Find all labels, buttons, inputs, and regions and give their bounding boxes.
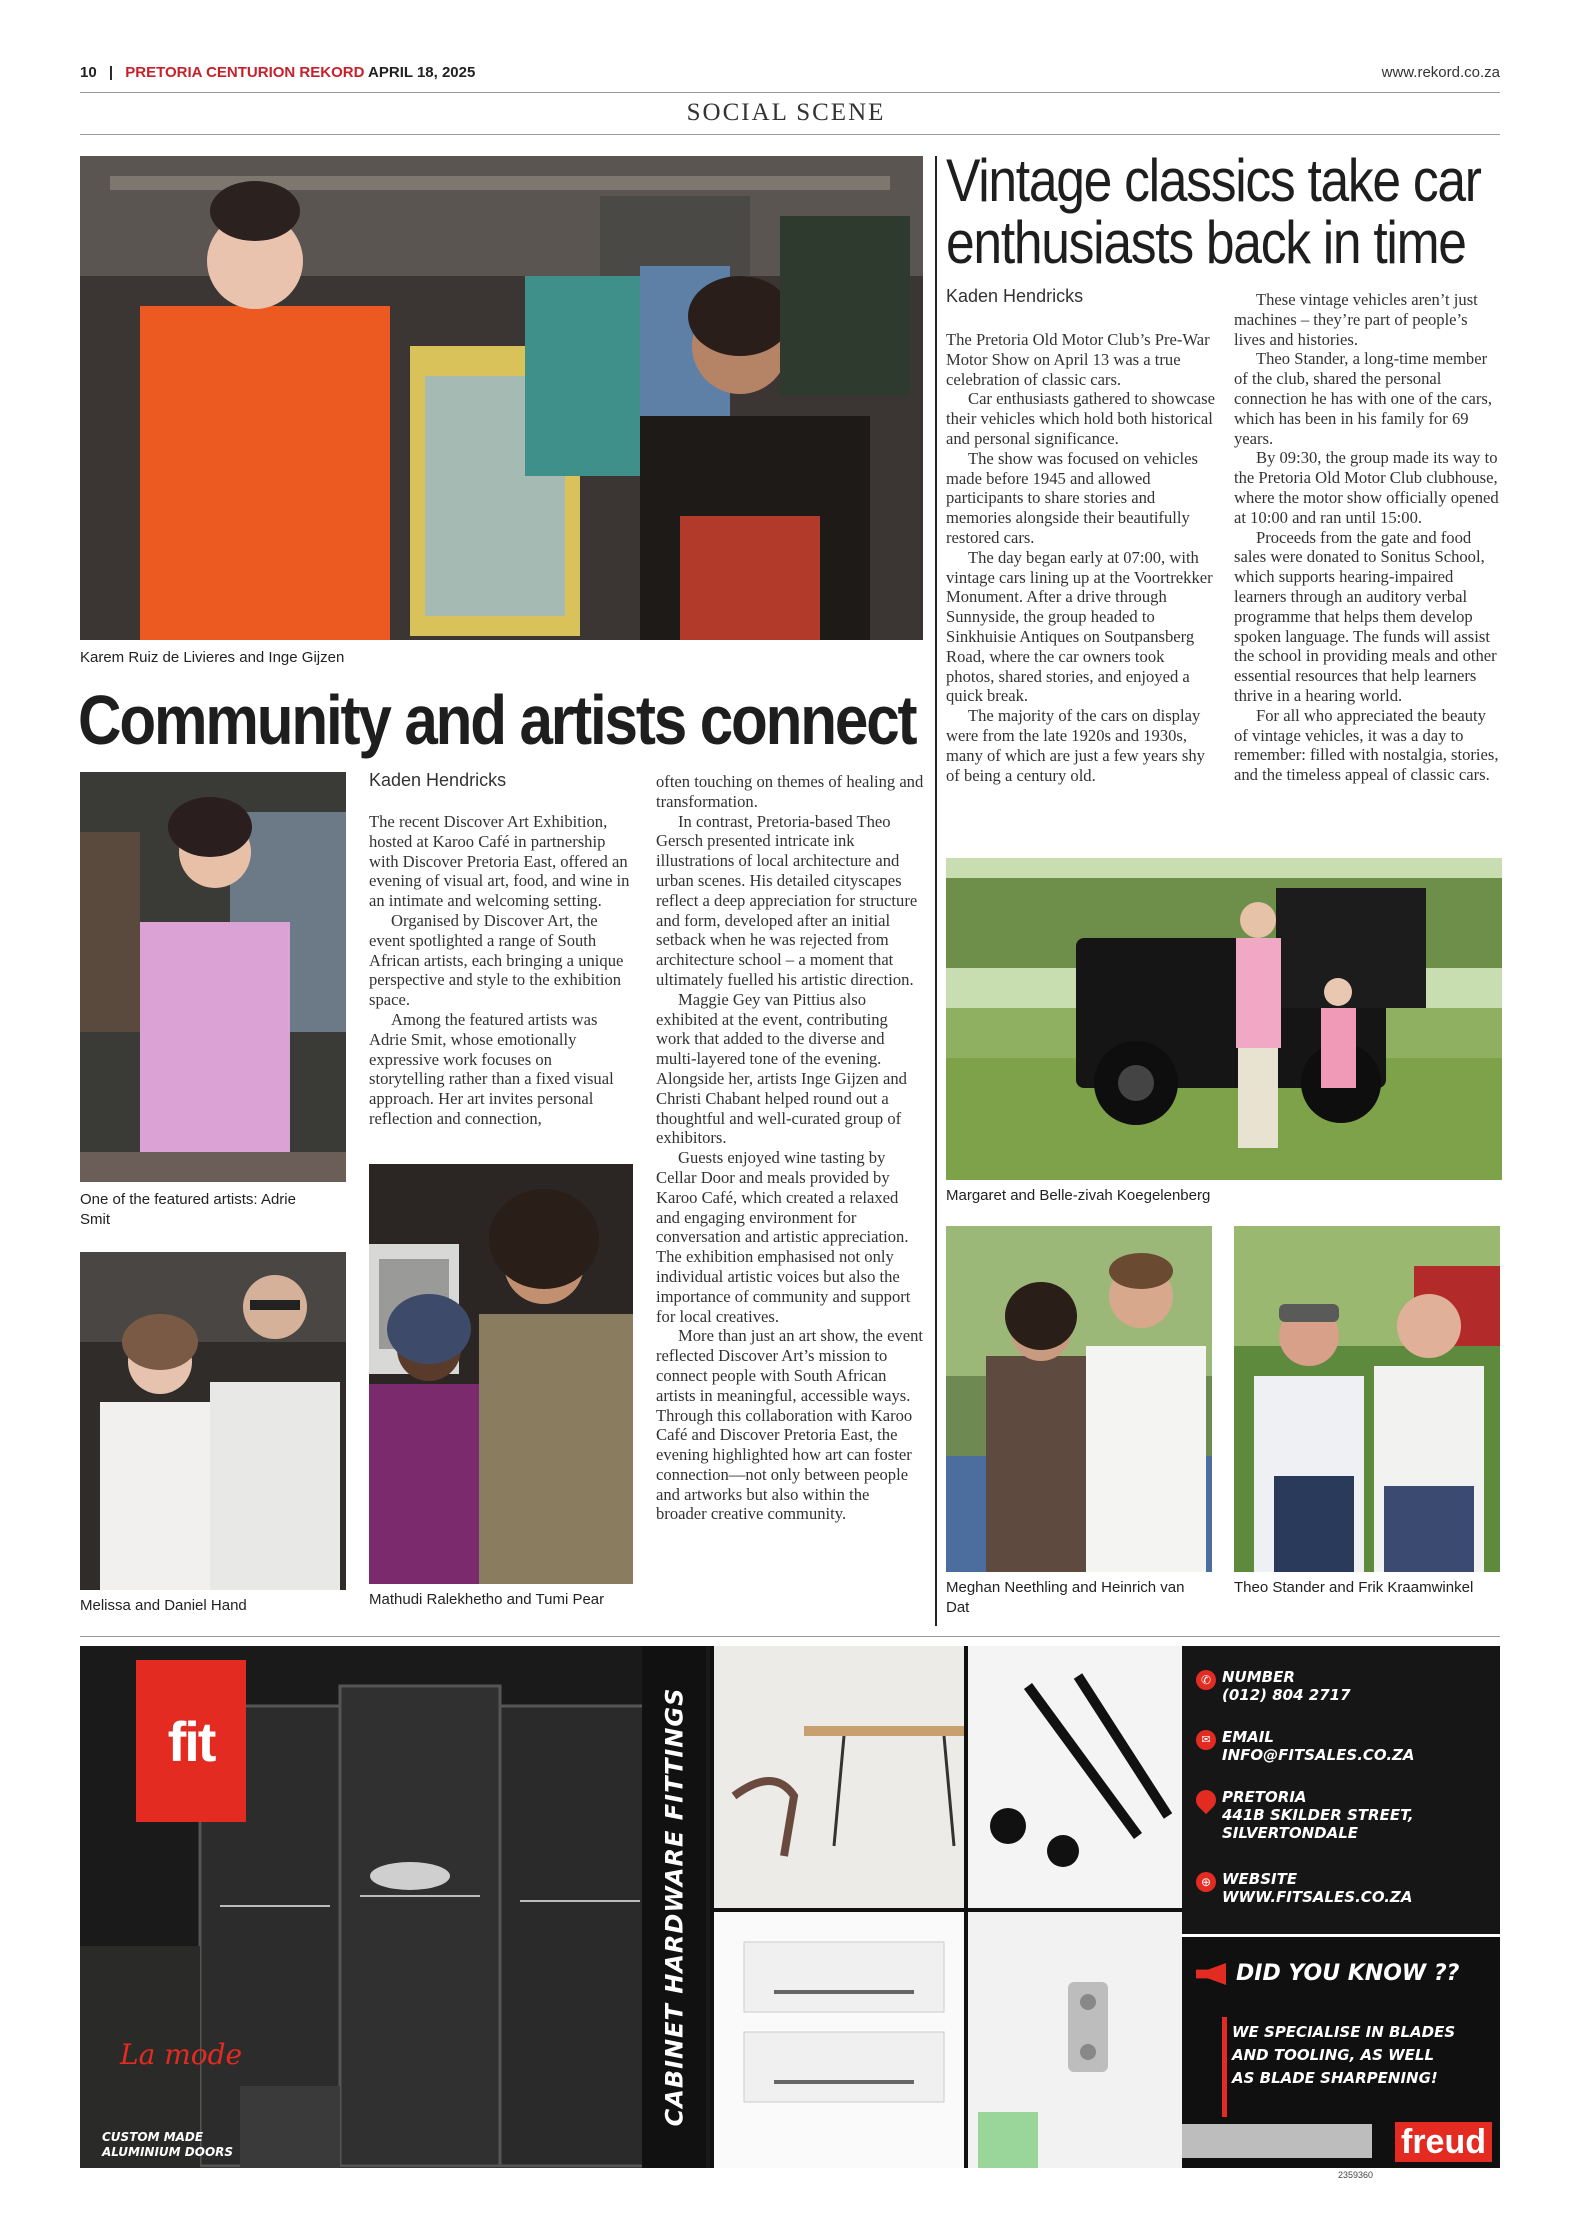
email-icon: ✉ xyxy=(1196,1730,1216,1750)
globe-icon: ⊕ xyxy=(1196,1872,1216,1892)
ad-code: 2359360 xyxy=(1338,2170,1374,2180)
website-label: WEBSITE xyxy=(1222,1870,1298,1888)
page-header xyxy=(80,64,475,81)
cabinet-hardware-text: CABINET HARDWARE FITTINGS xyxy=(660,1687,688,2127)
lead-photo xyxy=(80,156,923,640)
margaret-belle-zivah-caption: Margaret and Belle-zivah Koegelenberg xyxy=(946,1187,1211,1204)
community-col2-para: Guests enjoyed wine tasting by Cellar Door and meals provided by Karoo Café, which created a relaxed and engaging environment for conversation and artistic appreciation. The exhibition emphasised not only individual artistic voices but also the importance of community and support for local creatives. xyxy=(656,1148,911,1326)
vintage-col2-para: For all who appreciated the beauty of vintage vehicles, it was a day to remember: filled with nostalgia, stories, and the timeless appeal of classic cars. xyxy=(1234,705,1499,785)
community-col2-para: In contrast, Pretoria-based Theo Gersch presented intricate ink illustrations of local architecture and urban scenes. His detailed cityscapes reflect a deep appreciation for structure and form, developed after an initial setback when he was rejected from architecture school – a moment that ultimately fuelled his artistic direction. xyxy=(656,811,918,989)
did-you-know-panel xyxy=(1182,1934,1500,2168)
community-col1-para: The recent Discover Art Exhibition, hosted at Karoo Café in partnership with Discover Pretoria East, offered an evening of visual art, food, and wine in an intimate and welcoming setting. xyxy=(369,812,630,911)
section-rule xyxy=(80,134,1500,135)
hinge-image xyxy=(968,1912,1198,2168)
address-label: PRETORIA xyxy=(1222,1788,1307,1806)
header-separator: | xyxy=(108,64,114,81)
vintage-col2-para: Theo Stander, a long-time member of the club, shared the personal connection he has with one of the cars, which has been in his family for 69 years. xyxy=(1234,349,1493,448)
community-col1-para: Among the featured artists was Adrie Smit, whose emotionally expressive work focuses on storytelling rather than a fixed visual approach. Her art invites personal reflection and connection, xyxy=(369,1009,614,1128)
specialise-text xyxy=(1232,2021,1455,2090)
community-col2-para: often touching on themes of healing and transformation. xyxy=(656,772,924,811)
address-line1: 441B SKILDER STREET, xyxy=(1222,1806,1414,1824)
vintage-byline: Kaden Hendricks xyxy=(946,286,1084,306)
vintage-col2-para: Proceeds from the gate and food sales were donated to Sonitus School, which supports hearing-impaired learners through an auditory verbal programme that helps them develop spoken language. The funds will assist the school in providing meals and other essential resources that help learners thrive in a hearing world. xyxy=(1234,527,1497,705)
fitsales-advert xyxy=(80,1646,1500,2168)
contact-panel xyxy=(1182,1646,1500,1934)
email-label: EMAIL xyxy=(1222,1728,1274,1746)
page-number: 10 xyxy=(80,64,97,81)
meghan-heinrich-caption: Meghan Neethling and Heinrich van Dat xyxy=(946,1579,1185,1616)
cabinet-hardware-banner xyxy=(642,1646,706,2168)
drawer-image xyxy=(714,1912,964,2168)
meghan-heinrich-photo xyxy=(946,1226,1212,1572)
community-col2-para: More than just an art show, the event reflected Discover Art’s mission to connect people with South African artists in meaningful, accessible ways. Through this collaboration with Karoo Café and Discover Pretoria East, the evening highlighted how art can foster connection—not only between people and artworks but also within the broader creative community. xyxy=(656,1326,924,1524)
vintage-headline-line1: Vintage classics take car xyxy=(946,147,1481,214)
phone-number[interactable]: (012) 804 2717 xyxy=(1222,1686,1351,1704)
fit-logo xyxy=(136,1660,246,1822)
community-col2-para: Maggie Gey van Pittius also exhibited at the event, contributing work that added to the diverse and multi-layered tone of the evening. Alongside her, artists Inge Gijzen and Christi Chabant helped round out a thoughtful and well-curated group of exhibitors. xyxy=(656,989,907,1148)
address-line2: SILVERTONDALE xyxy=(1222,1824,1359,1842)
theo-frik-caption: Theo Stander and Frik Kraamwinkel xyxy=(1234,1579,1474,1596)
phone-icon: ✆ xyxy=(1196,1670,1216,1690)
community-byline: Kaden Hendricks xyxy=(369,770,507,790)
custom-doors-line2: ALUMINIUM DOORS xyxy=(102,2145,234,2159)
specialise-line2: AND TOOLING, AS WELL xyxy=(1232,2046,1435,2064)
adrie-smit-caption: One of the featured artists: Adrie Smit xyxy=(80,1191,296,1228)
fit-logo-text: fit xyxy=(167,1709,215,1773)
custom-doors-text xyxy=(102,2130,233,2160)
mathudi-tumi-photo xyxy=(369,1164,633,1584)
community-col1-para: Organised by Discover Art, the event spotlighted a range of South African artists, each bringing a unique perspective and style to the exhibition space. xyxy=(369,910,624,1010)
vintage-col2-para: These vintage vehicles aren’t just machines – they’re part of people’s lives and histories. xyxy=(1234,290,1478,349)
community-column-2 xyxy=(656,772,924,1524)
custom-doors-line1: CUSTOM MADE xyxy=(102,2130,204,2144)
margaret-belle-zivah-photo xyxy=(946,858,1502,1180)
lead-photo-caption: Karem Ruiz de Livieres and Inge Gijzen xyxy=(80,649,345,666)
number-label: NUMBER xyxy=(1222,1668,1295,1686)
adrie-smit-photo xyxy=(80,772,346,1182)
vintage-column-2 xyxy=(1234,290,1500,785)
community-column-1 xyxy=(369,812,631,1129)
website-link[interactable]: www.rekord.co.za xyxy=(1381,64,1500,81)
melissa-daniel-photo xyxy=(80,1252,346,1590)
column-divider xyxy=(935,156,937,1626)
vintage-headline-line2: enthusiasts back in time xyxy=(946,209,1466,276)
header-rule xyxy=(80,92,1500,93)
vintage-col1-para: The day began early at 07:00, with vintage cars lining up at the Voortrekker Monument. After a drive through Sunnyside, the group headed to Sinkhuisie Antiques on Soutpansberg Road, where the car owners took photos, shared stories, and enjoyed a quick break. xyxy=(946,547,1213,706)
vintage-col1-para: The show was focused on vehicles made before 1945 and allowed participants to share stories and memories alongside their beautifully restored cars. xyxy=(946,448,1198,547)
did-you-know-accent xyxy=(1222,2017,1227,2117)
handles-image xyxy=(968,1646,1198,1908)
megaphone-icon xyxy=(1196,1963,1226,1985)
specialise-line3: AS BLADE SHARPENING! xyxy=(1232,2069,1438,2087)
vintage-col2-para: By 09:30, the group made its way to the Pretoria Old Motor Club clubhouse, where the motor show officially opened at 10:00 and ran until 15:00. xyxy=(1234,448,1499,527)
vintage-col1-para: The Pretoria Old Motor Club’s Pre-War Motor Show on April 13 was a true celebration of classic cars. xyxy=(946,330,1210,389)
community-headline: Community and artists connect xyxy=(78,681,916,759)
vintage-col1-para: Car enthusiasts gathered to showcase their vehicles which hold both historical and personal significance. xyxy=(946,389,1215,448)
publication-date: APRIL 18, 2025 xyxy=(368,64,476,81)
ad-top-rule xyxy=(80,1636,1500,1637)
freud-logo: freud xyxy=(1395,2122,1492,2162)
specialise-line1: WE SPECIALISE IN BLADES xyxy=(1232,2023,1456,2041)
theo-frik-photo xyxy=(1234,1226,1500,1572)
mathudi-tumi-caption: Mathudi Ralekhetho and Tumi Pear xyxy=(369,1591,605,1608)
vintage-col1-para: The majority of the cars on display were from the late 1920s and 1930s, many of which are just a few years shy of being a century old. xyxy=(946,706,1205,785)
section-title: SOCIAL SCENE xyxy=(686,99,886,126)
did-you-know-heading: DID YOU KNOW ?? xyxy=(1236,1961,1460,1986)
location-pin-icon xyxy=(1192,1786,1220,1814)
vintage-column-1 xyxy=(946,330,1216,785)
freud-stripe xyxy=(1182,2124,1372,2158)
email-address[interactable]: INFO@FITSALES.CO.ZA xyxy=(1222,1746,1415,1764)
la-mode-logo: La mode xyxy=(120,2038,243,2071)
publication-name: PRETORIA CENTURION REKORD xyxy=(125,64,365,81)
melissa-daniel-caption: Melissa and Daniel Hand xyxy=(80,1597,247,1614)
advert-website[interactable]: WWW.FITSALES.CO.ZA xyxy=(1222,1888,1413,1906)
desk-image xyxy=(714,1646,964,1908)
